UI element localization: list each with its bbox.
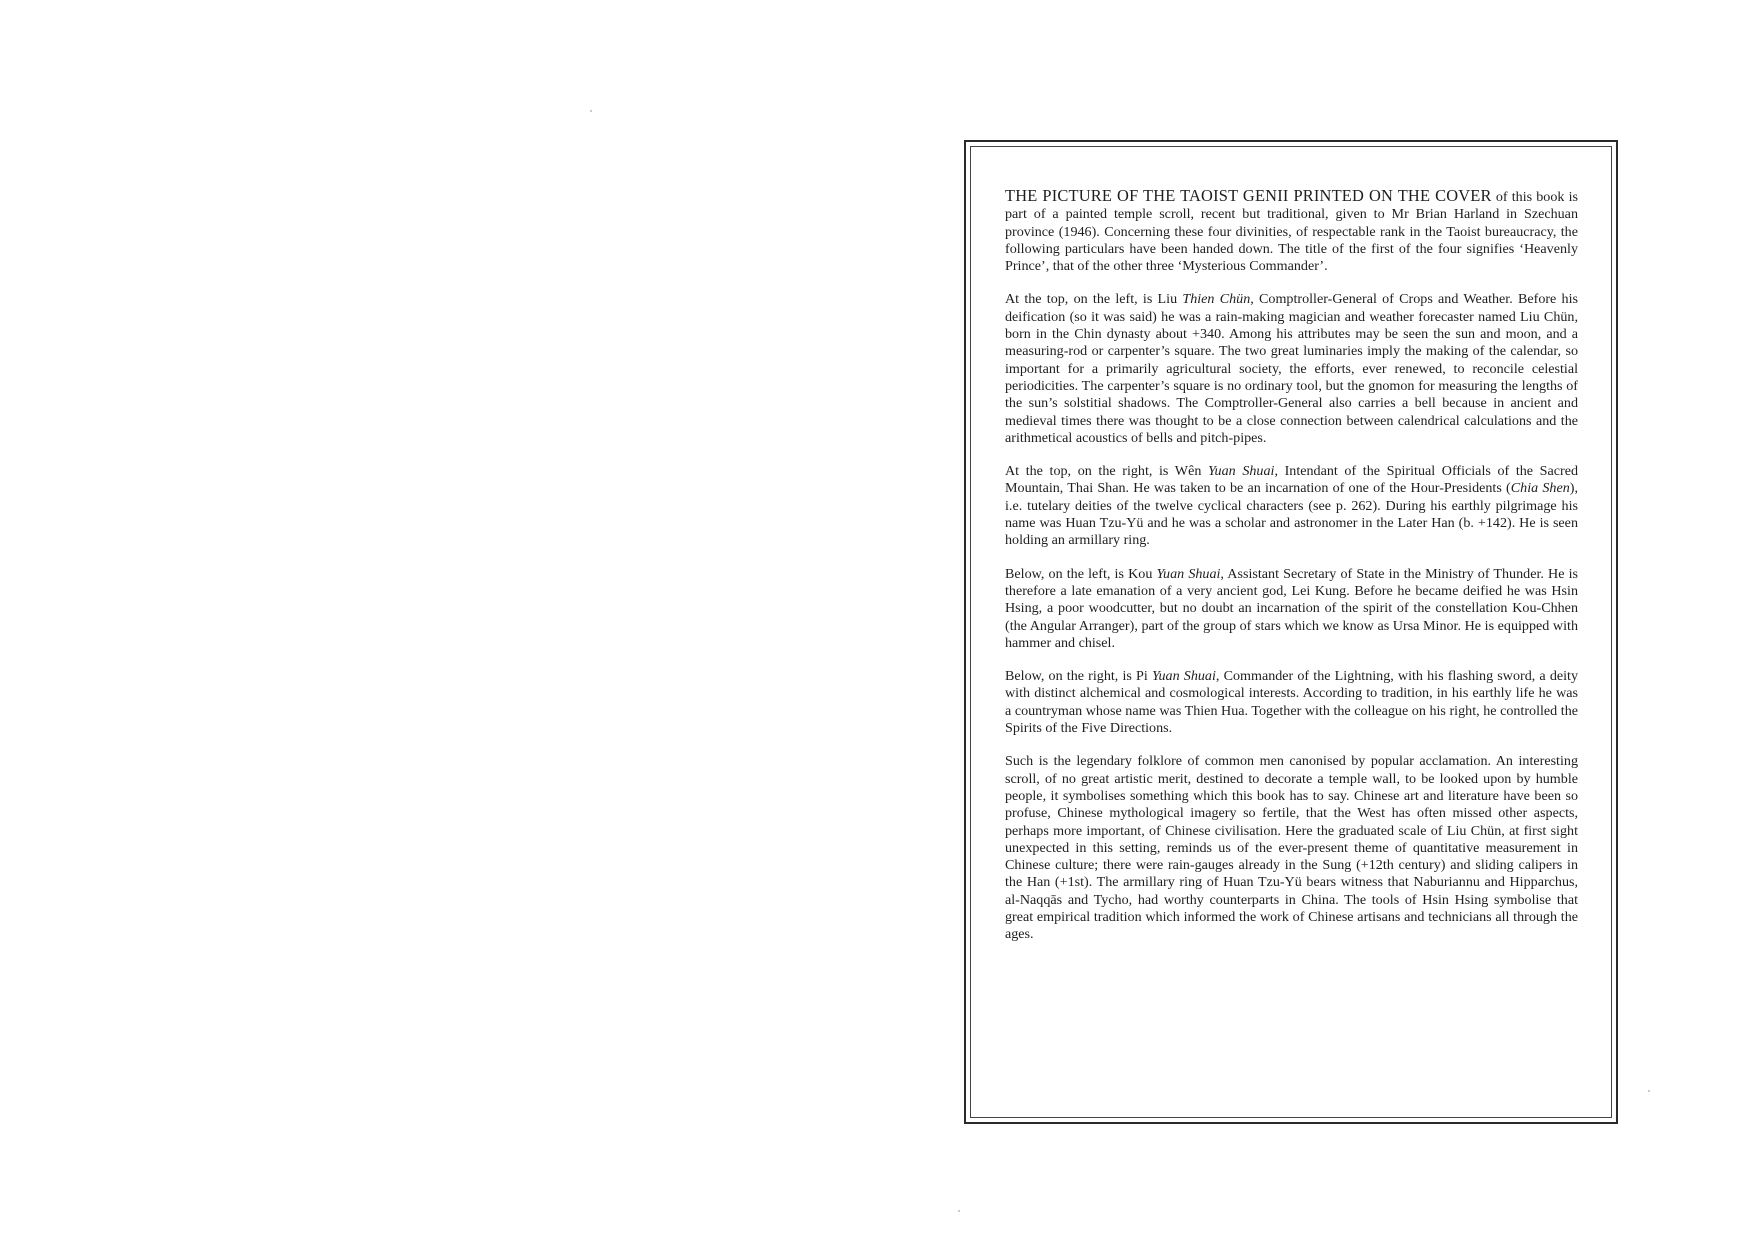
scan-speck bbox=[958, 1210, 960, 1212]
paragraph-text: , Commander of the Lightning, with his flashing sword, a deity with distinct alchemical and cosmological interests. According to tradition, in his earthly life he was a countryman whose name was Thien Hua. Together with the colleague on his right, he controlled the Spirits of the Five Directions. bbox=[1005, 668, 1579, 737]
paragraph-text: At the top, on the left, is Liu bbox=[1005, 291, 1183, 308]
paragraph-kou-yuan-shuai bbox=[1005, 566, 1578, 652]
deity-title: Yuan Shuai bbox=[1208, 463, 1275, 480]
term-chia-shen: Chia Shen bbox=[1510, 480, 1570, 497]
paragraph-text: At the top, on the right, is Wên bbox=[1005, 463, 1209, 480]
paragraph-wen-yuan-shuai bbox=[1005, 463, 1578, 549]
paragraph-text: Below, on the left, is Kou bbox=[1005, 565, 1157, 582]
cover-note-text bbox=[1005, 187, 1578, 960]
paragraph-text: Below, on the right, is Pi bbox=[1005, 668, 1152, 685]
paragraph-pi-yuan-shuai bbox=[1005, 668, 1578, 737]
paragraph-text: , Comptroller-General of Crops and Weather. Before his deification (so it was said) he was a rain-making magician and weather forecaster named Liu Chün, born in the Chin dynasty about +340. Among his attributes may be seen the sun and moon, and a measuring-rod or carpenter’s square. The two great luminaries imply the making of the calendar, so important for a primarily agricultural society, the efforts, ever renewed, to reconcile celestial periodicities. The carpenter’s square is no ordinary tool, but the gnomon for measuring the lengths of the sun’s solstitial shadows. The Comptroller-General also carries a bell because in ancient and medieval times there was thought to be a close connection between calendrical calculations and the arithmetical acoustics of bells and pitch-pipes. bbox=[1005, 291, 1578, 446]
paragraph-intro bbox=[1005, 187, 1578, 275]
scan-speck bbox=[590, 110, 592, 112]
deity-title: Yuan Shuai bbox=[1156, 565, 1221, 582]
paragraph-text: , Assistant Secretary of State in the Ministry of Thunder. He is therefore a late emanation of a very ancient god, Lei Kung. Before he became deified he was Hsin Hsing, a poor woodcutter, but no doubt an incarnation of the spirit of the constellation Kou-Chhen (the Angular Arranger), part of the group of stars which we know as Ursa Minor. He is equipped with hammer and chisel. bbox=[1005, 565, 1578, 651]
scan-speck bbox=[1648, 1090, 1650, 1092]
intro-heading: THE PICTURE OF THE TAOIST GENII PRINTED ON THE COVER bbox=[1005, 186, 1492, 205]
intro-text: of this book is part of a painted temple scroll, recent but traditional, given to Mr Brian Harland in Szechuan province (1946). Concerning these four divinities, of respectable rank in the Taoist bureaucracy, the following particulars have been handed down. The title of the first of the four signifies ‘Heavenly Prince’, that of the other three ‘Mysterious Commander’. bbox=[1005, 189, 1579, 275]
paragraph-text: ), i.e. tutelary deities of the twelve cyclical characters (see p. 262). During his earthly pilgrimage his name was Huan Tzu-Yü and he was a scholar and astronomer in the Later Han (b. +142). He is seen holding an armillary ring. bbox=[1005, 480, 1578, 549]
paragraph-conclusion: Such is the legendary folklore of common men canonised by popular acclamation. An interesting scroll, of no great artistic merit, destined to decorate a temple wall, to be looked upon by humble people, it symbolises something which this book has to say. Chinese art and literature have been so profuse, Chinese mythological imagery so fertile, that the West has often missed other aspects, perhaps more important, of Chinese civilisation. Here the graduated scale of Liu Chün, at first sight unexpected in this setting, reminds us of the ever-present theme of quantitative measurement in Chinese culture; there were rain-gauges already in the Sung (+12th century) and sliding calipers in the Han (+1st). The armillary ring of Huan Tzu-Yü bears witness that Naburiannu and Hipparchus, al-Naqqās and Tycho, had worthy counterparts in China. The tools of Hsin Hsing symbolise that great empirical tradition which informed the work of Chinese artisans and technicians all through the ages. bbox=[1005, 753, 1578, 943]
paragraph-liu-thien-chun bbox=[1005, 291, 1578, 447]
deity-title: Yuan Shuai bbox=[1151, 668, 1216, 685]
deity-title: Thien Chün bbox=[1182, 291, 1251, 308]
paragraph-text: , Intendant of the Spiritual Officials of the Sacred Mountain, Thai Shan. He was taken to be an incarnation of one of the Hour-Presidents ( bbox=[1005, 463, 1579, 497]
